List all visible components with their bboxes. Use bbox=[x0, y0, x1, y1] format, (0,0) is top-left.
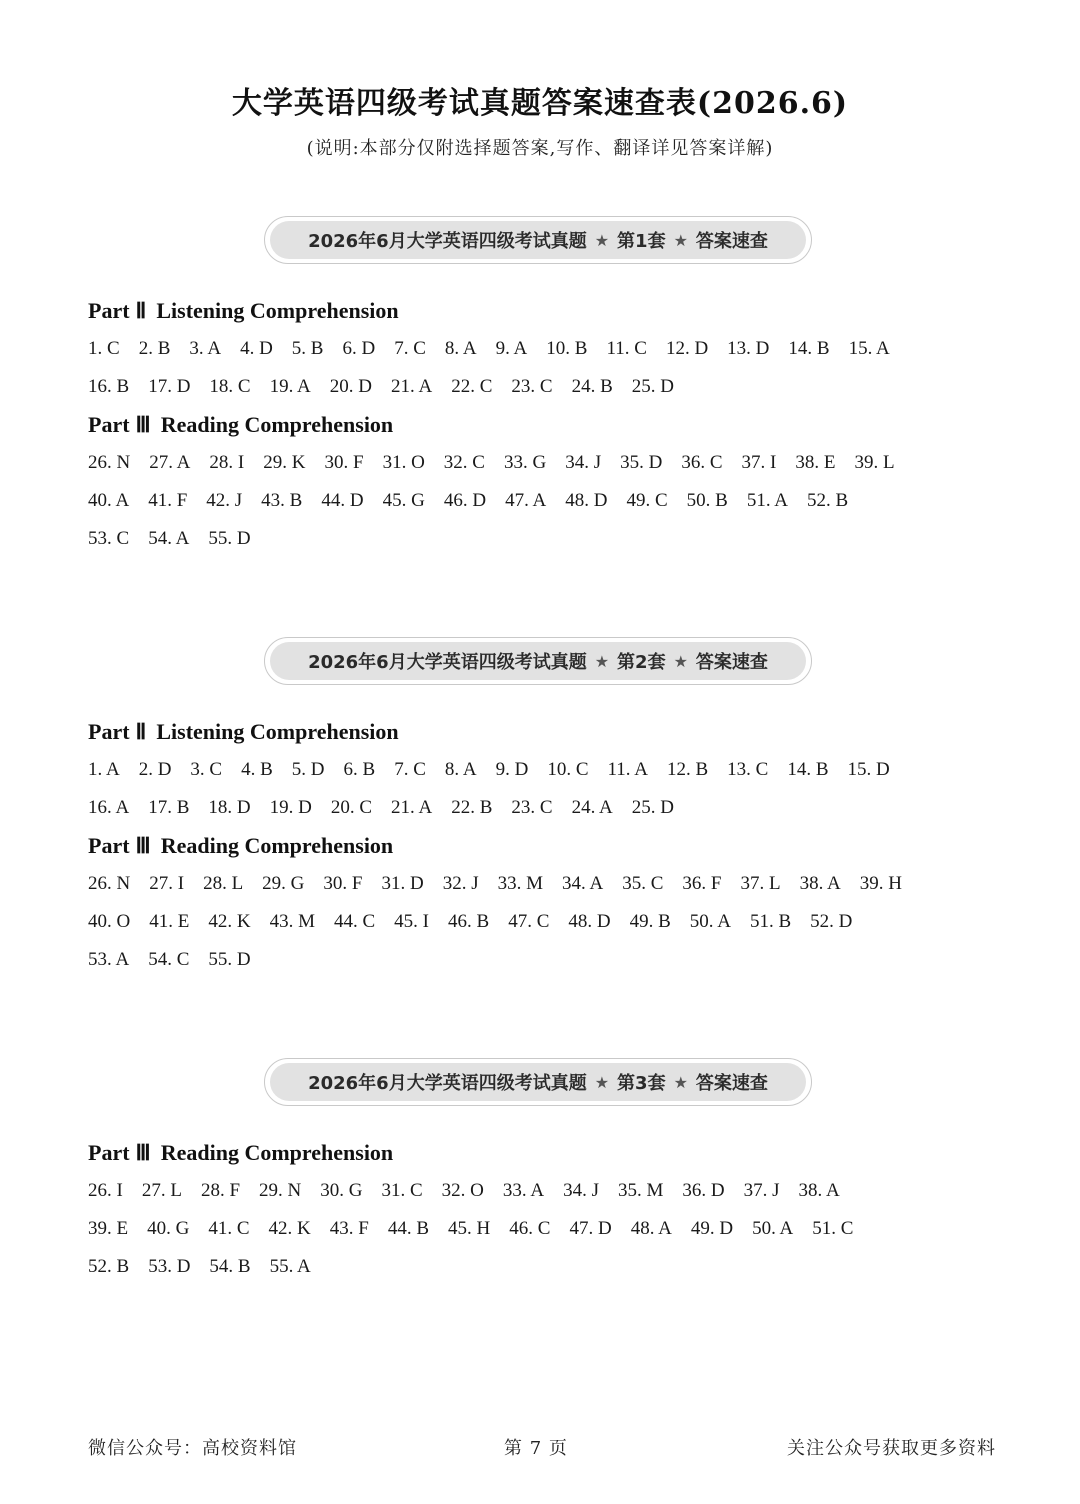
set-banner-label bbox=[270, 642, 806, 680]
answer-row bbox=[88, 1172, 1008, 1210]
answer-item: 8. A bbox=[444, 338, 477, 359]
answer-row bbox=[88, 330, 1008, 368]
answer-item: 44. C bbox=[333, 911, 376, 932]
answer-item: 30. F bbox=[323, 873, 363, 894]
answer-item: 21. A bbox=[391, 376, 433, 397]
answer-item: 31. O bbox=[382, 452, 425, 473]
answer-item: 52. B bbox=[807, 490, 849, 511]
answer-item: 12. D bbox=[665, 338, 709, 359]
answer-item: 11. A bbox=[607, 759, 648, 780]
part-label: Part bbox=[88, 412, 130, 437]
answer-item: 34. J bbox=[565, 452, 602, 473]
page-subtitle: (说明:本部分仅附选择题答案,写作、翻译详见答案详解) bbox=[306, 138, 774, 159]
answer-item: 46. D bbox=[443, 490, 487, 511]
answer-item: 41. E bbox=[149, 911, 190, 932]
answer-item: 53. D bbox=[148, 1256, 191, 1277]
answer-item: 33. G bbox=[503, 452, 547, 473]
answer-item: 43. F bbox=[329, 1218, 369, 1239]
answer-item: 18. D bbox=[208, 797, 251, 818]
answer-item: 34. A bbox=[562, 873, 604, 894]
answer-item: 31. D bbox=[381, 873, 424, 894]
answer-item: 33. M bbox=[497, 873, 544, 894]
answer-item: 6. B bbox=[343, 759, 376, 780]
answer-part bbox=[88, 406, 1008, 558]
answer-item: 36. F bbox=[682, 873, 722, 894]
answer-item: 11. C bbox=[606, 338, 647, 359]
answer-item: 35. M bbox=[618, 1180, 664, 1201]
footer-follow-note: 关注公众号获取更多资料 bbox=[787, 1438, 996, 1459]
answer-item: 39. E bbox=[88, 1218, 129, 1239]
part-label: Part bbox=[88, 719, 130, 744]
answer-item: 23. C bbox=[511, 797, 553, 818]
answer-item: 8. A bbox=[444, 759, 477, 780]
part-title bbox=[88, 1134, 1008, 1172]
set-banner-number: 第3套 bbox=[617, 1073, 666, 1094]
answer-item: 15. A bbox=[848, 338, 890, 359]
answer-item: 40. G bbox=[147, 1218, 190, 1239]
answer-item: 7. C bbox=[394, 338, 426, 359]
answer-item: 34. J bbox=[563, 1180, 599, 1201]
star-icon: ★ bbox=[673, 1072, 688, 1092]
part-roman-numeral: Ⅲ bbox=[135, 833, 151, 858]
answer-item: 41. F bbox=[148, 490, 188, 511]
answer-item: 41. C bbox=[208, 1218, 250, 1239]
part-name: Reading Comprehension bbox=[160, 412, 394, 437]
answer-item: 22. B bbox=[451, 797, 493, 818]
answer-item: 12. B bbox=[666, 759, 709, 780]
part-label: Part bbox=[88, 833, 130, 858]
answer-item: 20. D bbox=[329, 376, 373, 397]
answer-item: 39. L bbox=[854, 452, 895, 473]
answer-row bbox=[88, 789, 1008, 827]
answer-item: 17. B bbox=[148, 797, 190, 818]
answer-item: 15. D bbox=[847, 759, 890, 780]
set-banner-number: 第1套 bbox=[617, 231, 666, 252]
answer-set bbox=[0, 637, 1080, 1037]
answer-item: 3. A bbox=[189, 338, 222, 359]
answer-part bbox=[88, 1134, 1008, 1286]
part-title bbox=[88, 827, 1008, 865]
answer-item: 16. B bbox=[88, 376, 130, 397]
answer-item: 13. D bbox=[727, 338, 770, 359]
part-label: Part bbox=[88, 298, 130, 323]
answer-item: 32. C bbox=[443, 452, 485, 473]
answer-item: 30. F bbox=[324, 452, 364, 473]
answer-item: 44. D bbox=[321, 490, 364, 511]
answer-item: 19. A bbox=[269, 376, 311, 397]
answer-item: 9. A bbox=[495, 338, 528, 359]
answer-row bbox=[88, 751, 1008, 789]
answer-item: 25. D bbox=[631, 376, 675, 397]
set-banner bbox=[264, 1058, 812, 1106]
answer-item: 48. D bbox=[568, 911, 611, 932]
answer-item: 37. I bbox=[741, 452, 777, 473]
answer-item: 35. C bbox=[622, 873, 664, 894]
answer-part bbox=[88, 827, 1008, 979]
set-banner-exam: 2026年6月大学英语四级考试真题 bbox=[308, 652, 587, 673]
answer-item: 30. G bbox=[320, 1180, 363, 1201]
answer-row bbox=[88, 520, 1008, 558]
answer-row bbox=[88, 1210, 1008, 1248]
page-footer bbox=[88, 1434, 996, 1462]
answer-row bbox=[88, 903, 1008, 941]
answer-item: 51. C bbox=[812, 1218, 854, 1239]
part-name: Listening Comprehension bbox=[156, 298, 399, 323]
answer-item: 26. N bbox=[88, 873, 131, 894]
answer-item: 27. L bbox=[141, 1180, 182, 1201]
footer-wechat-account: 微信公众号：高校资料馆 bbox=[88, 1438, 297, 1459]
answer-item: 38. A bbox=[798, 1180, 840, 1201]
part-title bbox=[88, 406, 1008, 444]
answer-item: 29. K bbox=[263, 452, 306, 473]
answer-item: 50. B bbox=[686, 490, 728, 511]
answer-item: 14. B bbox=[788, 338, 830, 359]
answer-item: 54. A bbox=[148, 528, 190, 549]
answer-item: 47. D bbox=[569, 1218, 612, 1239]
answer-item: 45. G bbox=[382, 490, 425, 511]
answer-row bbox=[88, 482, 1008, 520]
answer-item: 1. A bbox=[88, 759, 120, 780]
answer-item: 10. C bbox=[547, 759, 589, 780]
set-banner-label bbox=[270, 1063, 806, 1101]
answer-item: 52. D bbox=[810, 911, 853, 932]
answer-item: 19. D bbox=[269, 797, 312, 818]
answer-item: 32. J bbox=[442, 873, 479, 894]
part-title bbox=[88, 292, 1008, 330]
answer-item: 5. B bbox=[291, 338, 324, 359]
answer-item: 38. E bbox=[795, 452, 836, 473]
answer-item: 40. O bbox=[88, 911, 131, 932]
set-banner bbox=[264, 216, 812, 264]
answer-item: 52. B bbox=[88, 1256, 130, 1277]
answer-item: 21. A bbox=[391, 797, 433, 818]
answer-item: 28. L bbox=[203, 873, 244, 894]
answer-item: 4. B bbox=[241, 759, 273, 780]
answer-item: 29. G bbox=[262, 873, 305, 894]
star-icon: ★ bbox=[594, 1072, 610, 1092]
answer-item: 31. C bbox=[381, 1180, 423, 1201]
answer-item: 1. C bbox=[88, 338, 120, 359]
answer-item: 46. B bbox=[448, 911, 490, 932]
answer-item: 26. I bbox=[88, 1180, 123, 1201]
set-banner-quickcheck: 答案速查 bbox=[695, 1073, 768, 1094]
star-icon: ★ bbox=[673, 651, 688, 671]
answer-item: 53. C bbox=[88, 528, 130, 549]
answer-item: 3. C bbox=[190, 759, 223, 780]
answer-item: 48. A bbox=[630, 1218, 672, 1239]
answer-item: 18. C bbox=[209, 376, 251, 397]
answer-item: 39. H bbox=[859, 873, 903, 894]
answer-part bbox=[88, 292, 1008, 406]
answer-item: 16. A bbox=[88, 797, 130, 818]
answer-item: 47. A bbox=[505, 490, 547, 511]
answer-item: 54. C bbox=[148, 949, 190, 970]
answer-item: 28. I bbox=[209, 452, 245, 473]
answer-item: 51. B bbox=[749, 911, 792, 932]
answer-item: 20. C bbox=[330, 797, 373, 818]
answer-item: 25. D bbox=[631, 797, 675, 818]
answer-item: 47. C bbox=[508, 911, 550, 932]
answer-item: 49. B bbox=[629, 911, 671, 932]
footer-page-number: 第 7 页 bbox=[504, 1438, 568, 1459]
answer-item: 14. B bbox=[787, 759, 829, 780]
answer-item: 26. N bbox=[88, 452, 131, 473]
part-name: Listening Comprehension bbox=[156, 719, 399, 744]
answer-item: 27. A bbox=[149, 452, 191, 473]
answer-item: 38. A bbox=[799, 873, 841, 894]
part-name: Reading Comprehension bbox=[160, 1140, 394, 1165]
answer-item: 2. D bbox=[138, 759, 172, 780]
answer-item: 33. A bbox=[502, 1180, 545, 1201]
answer-set bbox=[0, 1058, 1080, 1458]
answer-item: 46. C bbox=[509, 1218, 551, 1239]
answer-item: 49. C bbox=[626, 490, 668, 511]
answer-item: 37. L bbox=[740, 873, 781, 894]
answer-item: 55. A bbox=[269, 1256, 311, 1277]
page-title: 大学英语四级考试真题答案速查表(2026.6) bbox=[231, 86, 849, 121]
set-banner bbox=[264, 637, 812, 685]
star-icon: ★ bbox=[594, 230, 610, 250]
answer-item: 6. D bbox=[342, 338, 376, 359]
part-roman-numeral: Ⅱ bbox=[135, 719, 147, 744]
answer-row bbox=[88, 444, 1008, 482]
answer-item: 37. J bbox=[743, 1180, 780, 1201]
star-icon: ★ bbox=[594, 651, 610, 671]
answer-item: 22. C bbox=[451, 376, 493, 397]
answer-item: 29. N bbox=[259, 1180, 302, 1201]
answer-item: 55. D bbox=[208, 528, 251, 549]
answer-item: 36. C bbox=[681, 452, 723, 473]
answer-item: 51. A bbox=[746, 490, 789, 511]
answer-item: 7. C bbox=[394, 759, 426, 780]
answer-item: 50. A bbox=[689, 911, 731, 932]
answer-item: 28. F bbox=[200, 1180, 241, 1201]
answer-item: 27. I bbox=[149, 873, 185, 894]
set-banner-exam: 2026年6月大学英语四级考试真题 bbox=[308, 231, 587, 252]
set-banner-exam: 2026年6月大学英语四级考试真题 bbox=[308, 1073, 587, 1094]
part-label: Part bbox=[88, 1140, 130, 1165]
answer-item: 2. B bbox=[138, 338, 171, 359]
answer-item: 23. C bbox=[511, 376, 553, 397]
answer-item: 44. B bbox=[387, 1218, 430, 1239]
star-icon: ★ bbox=[673, 230, 688, 250]
part-title bbox=[88, 713, 1008, 751]
part-roman-numeral: Ⅲ bbox=[135, 1140, 151, 1165]
set-banner-quickcheck: 答案速查 bbox=[695, 652, 768, 673]
part-name: Reading Comprehension bbox=[160, 833, 394, 858]
answer-row bbox=[88, 368, 1008, 406]
answer-item: 53. A bbox=[88, 949, 130, 970]
answer-item: 50. A bbox=[752, 1218, 794, 1239]
answer-part bbox=[88, 713, 1008, 827]
answer-row bbox=[88, 1248, 1008, 1286]
set-banner-number: 第2套 bbox=[617, 652, 666, 673]
answer-row bbox=[88, 865, 1008, 903]
answer-item: 42. K bbox=[208, 911, 251, 932]
answer-set bbox=[0, 216, 1080, 616]
answer-item: 24. A bbox=[571, 797, 613, 818]
answer-item: 35. D bbox=[620, 452, 663, 473]
answer-row bbox=[88, 941, 1008, 979]
answer-item: 48. D bbox=[565, 490, 608, 511]
answer-item: 36. D bbox=[682, 1180, 725, 1201]
answer-item: 42. J bbox=[206, 490, 243, 511]
answer-item: 32. O bbox=[441, 1180, 484, 1201]
answer-item: 49. D bbox=[690, 1218, 734, 1239]
answer-item: 45. H bbox=[448, 1218, 491, 1239]
answer-item: 42. K bbox=[268, 1218, 311, 1239]
answer-item: 13. C bbox=[727, 759, 769, 780]
answer-item: 9. D bbox=[495, 759, 529, 780]
answer-item: 40. A bbox=[88, 490, 130, 511]
answer-item: 5. D bbox=[291, 759, 325, 780]
part-roman-numeral: Ⅱ bbox=[135, 298, 147, 323]
answer-item: 17. D bbox=[148, 376, 191, 397]
answer-item: 4. D bbox=[240, 338, 273, 359]
answer-item: 55. D bbox=[208, 949, 251, 970]
answer-item: 43. M bbox=[269, 911, 315, 932]
part-roman-numeral: Ⅲ bbox=[135, 412, 151, 437]
answer-item: 54. B bbox=[209, 1256, 251, 1277]
answer-item: 24. B bbox=[571, 376, 613, 397]
set-banner-label bbox=[270, 221, 806, 259]
set-banner-quickcheck: 答案速查 bbox=[695, 231, 768, 252]
answer-item: 45. I bbox=[394, 911, 429, 932]
answer-item: 43. B bbox=[261, 490, 303, 511]
answer-item: 10. B bbox=[546, 338, 588, 359]
